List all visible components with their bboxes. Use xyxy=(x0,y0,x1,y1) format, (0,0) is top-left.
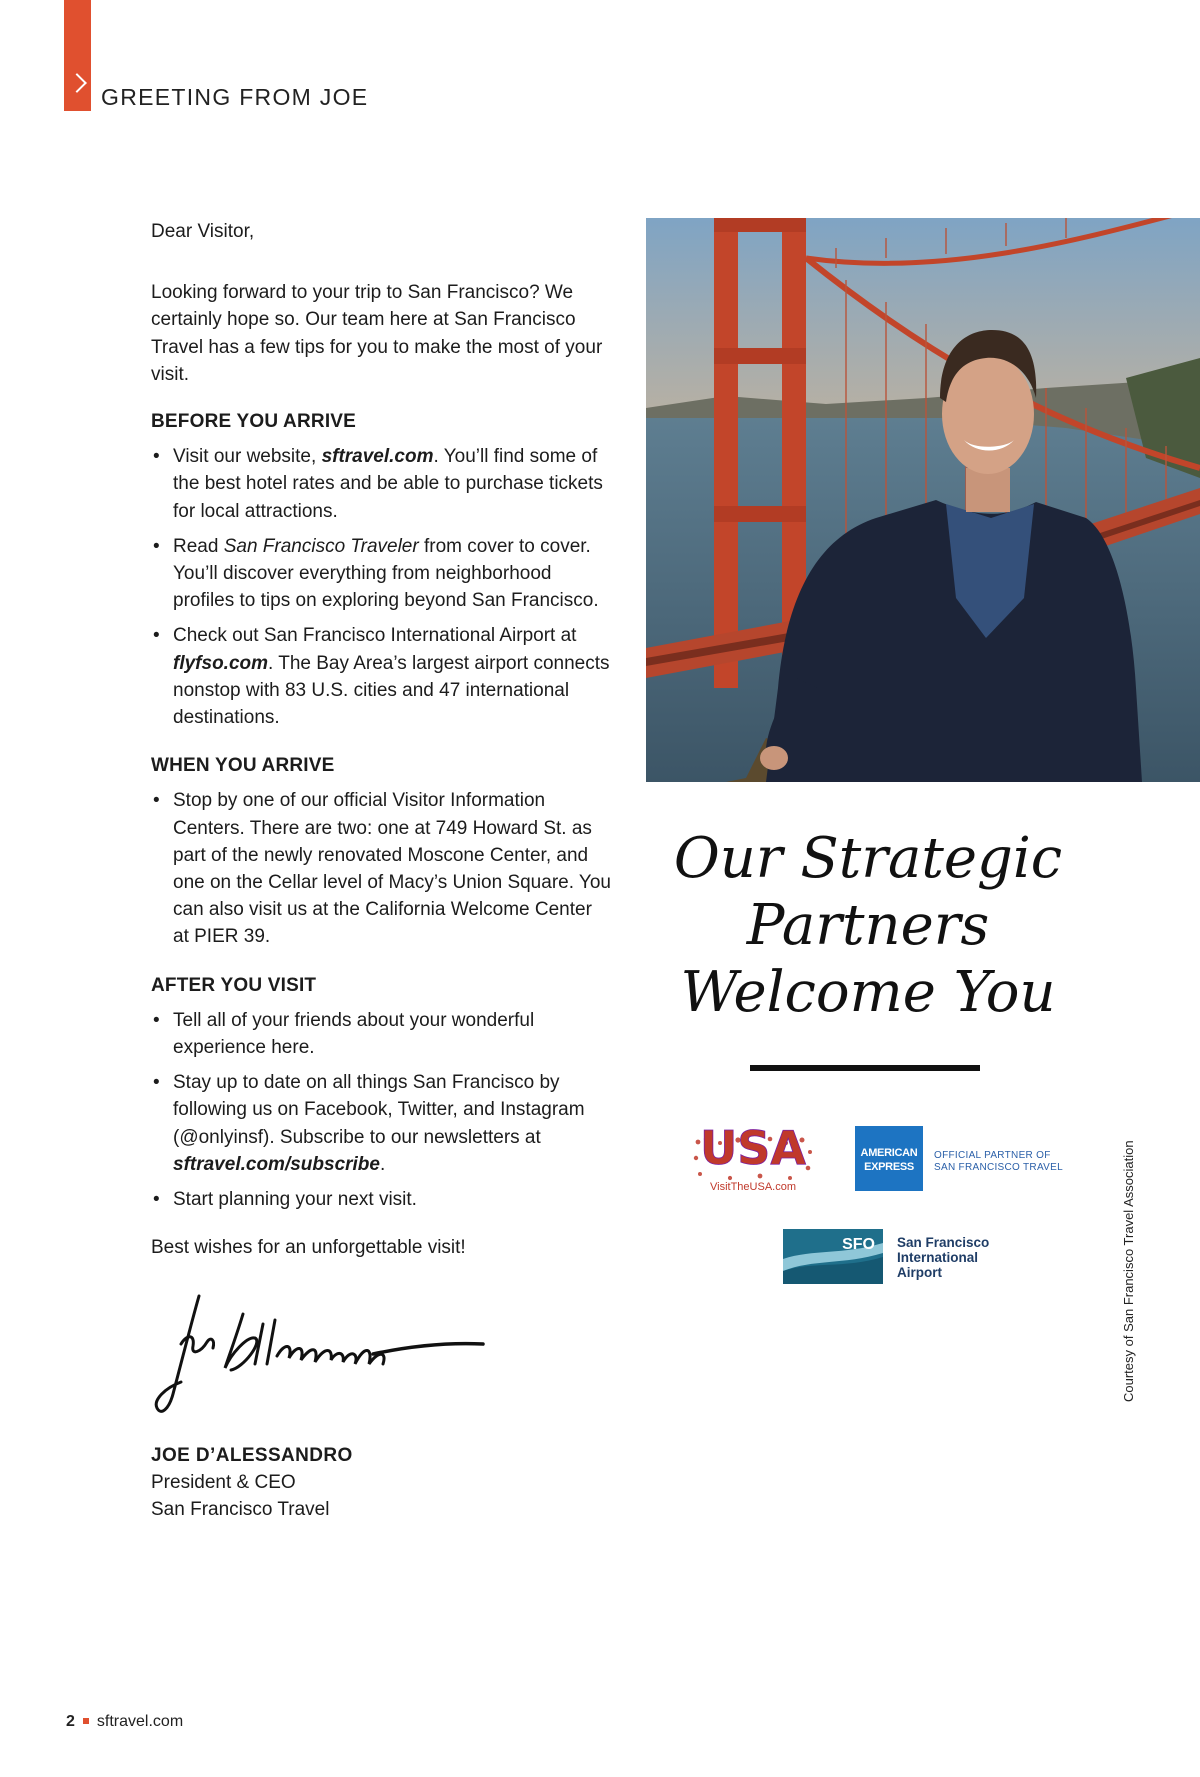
subscribe-link: sftravel.com/subscribe xyxy=(173,1153,380,1175)
usa-url: VisitTheUSA.com xyxy=(710,1181,796,1193)
website-link: sftravel.com xyxy=(321,446,434,468)
partners-title: Our Strategic Partners Welcome You xyxy=(673,826,1063,1025)
signer-org: San Francisco Travel xyxy=(151,1498,330,1520)
heading-when-you-arrive: WHEN YOU ARRIVE xyxy=(151,755,335,777)
signer-role: President & CEO xyxy=(151,1471,296,1493)
list-item: • Stay up to date on all things San Francisco by following us on Facebook, Twitter, and Instagram (@onlyinsf). Subscribe to our newsletters at sftravel.com/subscribe. xyxy=(151,1069,611,1178)
section-tab xyxy=(64,0,91,111)
page-footer xyxy=(66,1713,183,1731)
section-title: GREETING FROM JOE xyxy=(101,84,369,110)
letter-intro: Looking forward to your trip to San Francisco? We certainly hope so. Our team here at San Francisco Travel has a few tips for you to make the most of your visit. xyxy=(151,282,603,385)
heading-after-you-visit: AFTER YOU VISIT xyxy=(151,974,317,996)
svg-text:SFO: SFO xyxy=(842,1236,875,1253)
title-rule xyxy=(750,1065,980,1071)
chevron-right-icon xyxy=(67,73,87,93)
page-number: 2 xyxy=(66,1713,75,1730)
footer-site: sftravel.com xyxy=(96,1713,184,1730)
publication-title: San Francisco Traveler xyxy=(223,535,419,557)
list-item: • Read San Francisco Traveler from cover to cover. You’ll discover everything from neighborhood profiles to tips on exploring beyond San Francisco. xyxy=(151,533,611,615)
letter-closing: Best wishes for an unforgettable visit! xyxy=(151,1237,466,1259)
list-item: • Stop by one of our official Visitor Information Centers. There are two: one at 749 Howard St. as part of the newly renovated Moscone Center, and one on the Cellar level of Macy’s Union Square. You can also visit us at the California Welcome Center at PIER 39. xyxy=(151,787,611,950)
after-tips-list xyxy=(151,1007,611,1213)
list-item: • Check out San Francisco International Airport at flyfso.com. The Bay Area’s largest airport connects nonstop with 83 U.S. cities and 47 international destinations. xyxy=(151,622,611,731)
sfo-name: San Francisco International Airport xyxy=(897,1235,990,1280)
heading-before-you-arrive: BEFORE YOU ARRIVE xyxy=(151,411,357,433)
letter-greeting: Dear Visitor, xyxy=(151,221,255,242)
list-item: • Tell all of your friends about your wonderful experience here. xyxy=(151,1007,611,1061)
photo-credit: Courtesy of San Francisco Travel Association xyxy=(1121,1140,1136,1402)
list-item: • Start planning your next visit. xyxy=(151,1186,611,1213)
amex-partner-note: OFFICIAL PARTNER OF SAN FRANCISCO TRAVEL xyxy=(934,1150,1063,1173)
signature xyxy=(151,1284,491,1424)
airport-link: flyfso.com xyxy=(173,652,269,674)
sfo-logo xyxy=(783,1229,883,1284)
svg-text:USA: USA xyxy=(699,1122,807,1170)
usa-wordmark xyxy=(690,1122,816,1170)
before-tips-list xyxy=(151,443,611,731)
amex-logo: AMERICAN EXPRESS xyxy=(855,1126,923,1191)
ceo-photo-golden-gate xyxy=(646,218,1200,782)
letter xyxy=(151,218,611,1523)
square-icon xyxy=(83,1718,89,1724)
list-item: • Visit our website, sftravel.com. You’ll find some of the best hotel rates and be able to purchase tickets for local attractions. xyxy=(151,443,611,525)
signer-name: JOE D’ALESSANDRO xyxy=(151,1444,353,1466)
when-tips-list xyxy=(151,787,611,950)
